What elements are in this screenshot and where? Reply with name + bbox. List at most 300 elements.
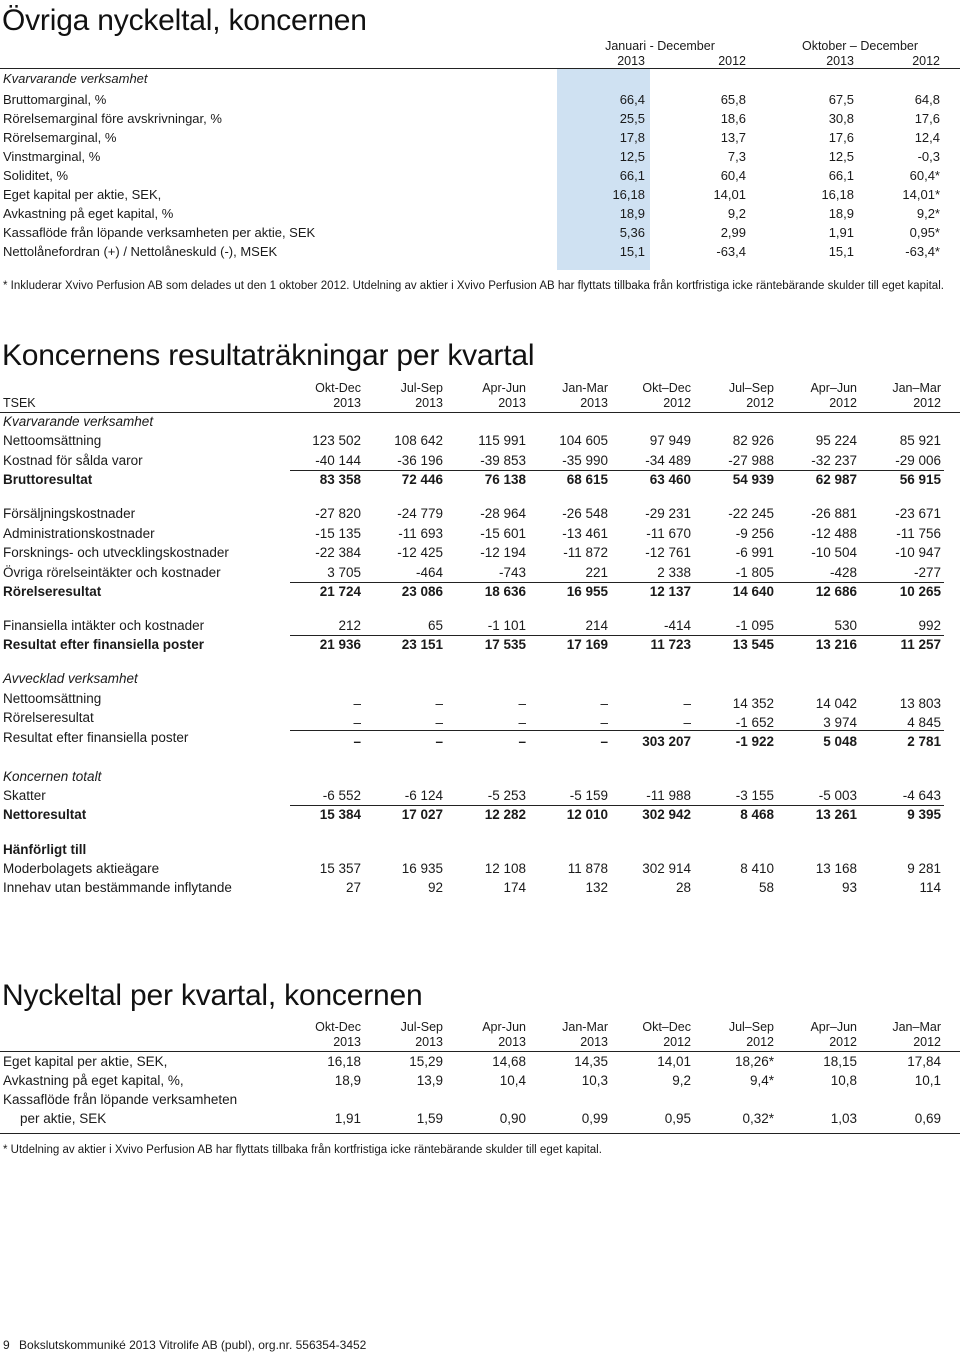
table-row [0, 1071, 960, 1091]
year-header: 2013 [333, 1035, 361, 1049]
cell: 64,8 [914, 92, 940, 107]
table-row [0, 786, 960, 806]
year-header: 2012 [912, 54, 940, 68]
year-header: 2013 [617, 54, 645, 68]
cell: – [353, 734, 361, 749]
cell: 9,4* [749, 1073, 774, 1088]
row-label: Forsknings- och utvecklingskostnader [3, 545, 229, 560]
cell: 58 [758, 880, 774, 895]
cell: 18,26* [734, 1054, 774, 1069]
year-header: 2012 [663, 396, 691, 410]
subheading-label: Kvarvarande verksamhet [3, 414, 154, 429]
table-bottom-rule [0, 1133, 960, 1134]
cell: -36 196 [397, 453, 443, 468]
footnote: * Inkluderar Xvivo Perfusion AB som delades ut den 1 oktober 2012. Utdelning av aktier i Xvivo Perfusion AB har flyttats tillbaka från kortfristiga icke räntebärande skulder till eget kapital. [3, 280, 944, 292]
period-header: Jan-Mar [562, 381, 608, 395]
cell: 13 216 [815, 637, 857, 652]
year-header: 2012 [718, 54, 746, 68]
cell: -743 [498, 565, 526, 580]
cell: -11 693 [398, 526, 443, 541]
cell: 10,1 [914, 1073, 941, 1088]
cell: -428 [829, 565, 857, 580]
cell: 12 108 [484, 861, 526, 876]
cell: 13 168 [815, 861, 857, 876]
row-label: Avkastning på eget kapital, %, [3, 1073, 184, 1088]
cell: – [600, 734, 608, 749]
cell: 18,9 [334, 1073, 361, 1088]
group-header-jan-dec: Januari - December [605, 39, 715, 53]
cell: 30,8 [828, 111, 854, 126]
row-label: Resultat efter finansiella poster [3, 637, 205, 652]
cell: 15,29 [409, 1054, 443, 1069]
cell: 60,4* [909, 168, 940, 183]
cell: 12 137 [649, 584, 691, 599]
cell: 108 642 [394, 433, 443, 448]
cell: 12 686 [815, 584, 857, 599]
cell: 12,5 [619, 149, 645, 164]
cell: -414 [663, 618, 691, 633]
cell: 95 224 [815, 433, 857, 448]
cell: 14 640 [732, 584, 774, 599]
cell: – [600, 696, 608, 711]
table-row [0, 504, 960, 524]
cell: – [683, 715, 691, 730]
period-header: Jul-Sep [400, 1020, 443, 1034]
cell: -10 504 [811, 545, 857, 560]
cell: 62 987 [815, 472, 857, 487]
year-header: 2013 [415, 396, 443, 410]
cell: -11 756 [896, 526, 941, 541]
cell: 214 [585, 618, 608, 633]
cell: 54 939 [732, 472, 774, 487]
row-label: Resultat efter finansiella poster [3, 730, 189, 745]
cell: 530 [834, 618, 857, 633]
cell: 13 261 [815, 807, 857, 822]
cell: – [353, 696, 361, 711]
cell: 11 878 [567, 861, 608, 876]
cell: 21 936 [319, 637, 361, 652]
cell: 12 010 [566, 807, 608, 822]
cell: 10,8 [830, 1073, 857, 1088]
year-header: 2012 [663, 1035, 691, 1049]
cell: -12 761 [645, 545, 691, 560]
table-row [0, 582, 960, 602]
cell: 3 705 [327, 565, 361, 580]
row-label: Kassaflöde från löpande verksamheten per aktie, SEK [3, 225, 316, 240]
cell: 11 257 [900, 637, 941, 652]
cell: 23 086 [401, 584, 443, 599]
row-label: Nettoomsättning [3, 691, 102, 706]
year-header: 2012 [829, 1035, 857, 1049]
cell: -39 853 [480, 453, 526, 468]
cell: 14,35 [574, 1054, 608, 1069]
row-label: Finansiella intäkter och kostnader [3, 618, 205, 633]
table-row [0, 635, 960, 655]
period-header: Jul-Sep [400, 381, 443, 395]
period-header: Jul–Sep [728, 381, 774, 395]
cell: -15 135 [315, 526, 361, 541]
table-row [0, 242, 960, 261]
period-header: Okt-Dec [315, 1020, 361, 1034]
cell: -28 964 [480, 506, 526, 521]
cell: 21 724 [319, 584, 361, 599]
cell: 10 265 [899, 584, 941, 599]
section2-title: Koncernens resultaträkningar per kvartal [2, 339, 535, 372]
period-header: Jul–Sep [728, 1020, 774, 1034]
cell: -1 095 [735, 618, 774, 633]
table-row [0, 543, 960, 563]
cell: 92 [427, 880, 443, 895]
cell: 115 991 [478, 433, 526, 448]
cell: 123 502 [312, 433, 361, 448]
subheading [0, 767, 960, 787]
cell: -1 101 [487, 618, 526, 633]
cell: -23 671 [895, 506, 941, 521]
period-header: Okt–Dec [642, 1020, 691, 1034]
cell: 12,5 [828, 149, 854, 164]
period-header: Apr-Jun [482, 381, 526, 395]
row-label: Försäljningskostnader [3, 506, 136, 521]
cell: 14,01 [657, 1054, 691, 1069]
period-header: Jan-Mar [562, 1020, 608, 1034]
cell: 10,3 [581, 1073, 608, 1088]
subheading [0, 412, 960, 432]
cell: 15 384 [319, 807, 361, 822]
cell: 14 042 [815, 696, 857, 711]
row-label: Övriga rörelseintäkter och kostnader [3, 565, 221, 580]
year-header: 2012 [913, 396, 941, 410]
cell: 23 151 [401, 637, 443, 652]
cell: 0,32* [742, 1111, 774, 1126]
cell: 174 [503, 880, 526, 895]
cell: 66,4 [619, 92, 645, 107]
section3-title: Nyckeltal per kvartal, koncernen [2, 979, 423, 1012]
row-label: Nettoomsättning [3, 433, 102, 448]
cell: 132 [585, 880, 608, 895]
unit-label: TSEK [3, 396, 36, 410]
cell: -34 489 [645, 453, 691, 468]
cell: 2 781 [907, 734, 941, 749]
cell: 17 535 [484, 637, 526, 652]
cell: 18 636 [484, 584, 526, 599]
subheading-label: Kvarvarande verksamhet [3, 71, 148, 86]
cell: -0,3 [917, 149, 940, 164]
cell: -32 237 [811, 453, 857, 468]
table-row [0, 147, 960, 166]
cell: -12 488 [811, 526, 857, 541]
cell: 1,91 [828, 225, 854, 240]
cell: -63,4 [716, 244, 746, 259]
cell: 7,3 [727, 149, 746, 164]
cell: -12 194 [480, 545, 526, 560]
cell: 76 138 [484, 472, 526, 487]
cell: -12 425 [397, 545, 443, 560]
year-header: 2013 [826, 54, 854, 68]
cell: 17,8 [619, 130, 645, 145]
cell: -26 548 [562, 506, 608, 521]
cell: 17,6 [914, 111, 940, 126]
cell: 14,01* [902, 187, 940, 202]
cell: 4 845 [907, 715, 941, 730]
table-row [0, 451, 960, 471]
cell: 0,69 [914, 1111, 941, 1126]
cell: 14 352 [732, 696, 774, 711]
cell: 212 [338, 618, 361, 633]
row-label-continued: per aktie, SEK [20, 1111, 107, 1126]
cell: 16,18 [821, 187, 854, 202]
cell: -10 947 [895, 545, 941, 560]
cell: 114 [919, 880, 941, 895]
table-row [0, 204, 960, 223]
table-row [0, 470, 960, 490]
subheading [0, 669, 960, 689]
row-label: Eget kapital per aktie, SEK, [3, 187, 162, 202]
table-row [0, 1052, 960, 1072]
cell: -11 872 [563, 545, 608, 560]
table-row [0, 616, 960, 636]
cell: 16,18 [327, 1054, 361, 1069]
cell: -1 652 [735, 715, 774, 730]
table-row-values [0, 732, 960, 752]
cell: 1,03 [830, 1111, 857, 1126]
cell: 13 545 [732, 637, 774, 652]
row-label: Rörelseresultat [3, 710, 94, 725]
cell: 2,99 [720, 225, 746, 240]
cell: – [353, 715, 361, 730]
cell: 221 [585, 565, 608, 580]
cell: -6 124 [404, 788, 443, 803]
cell: -15 601 [480, 526, 526, 541]
cell: – [683, 696, 691, 711]
year-header: 2012 [913, 1035, 941, 1049]
cell: 14,68 [492, 1054, 526, 1069]
cell: 13 803 [899, 696, 941, 711]
row-label: Rörelsemarginal, % [3, 130, 117, 145]
cell: -6 552 [322, 788, 361, 803]
row-label: Administrationskostnader [3, 526, 155, 541]
cell: -1 805 [735, 565, 774, 580]
cell: -5 159 [569, 788, 608, 803]
cell: 302 914 [642, 861, 691, 876]
cell: 65 [427, 618, 443, 633]
cell: 63 460 [649, 472, 691, 487]
row-label: Soliditet, % [3, 168, 69, 183]
year-header: 2013 [498, 1035, 526, 1049]
cell: – [600, 715, 608, 730]
cell: 16 935 [401, 861, 443, 876]
cell: – [518, 734, 526, 749]
cell: 8 410 [740, 861, 774, 876]
cell: – [435, 734, 443, 749]
cell: -40 144 [315, 453, 361, 468]
cell: 17 169 [566, 637, 608, 652]
subheading-label: Koncernen totalt [3, 769, 102, 784]
cell: 56 915 [899, 472, 941, 487]
cell: -35 990 [562, 453, 608, 468]
cell: 97 949 [649, 433, 691, 448]
cell: 13,9 [416, 1073, 443, 1088]
cell: -27 820 [315, 506, 361, 521]
cell: 68 615 [566, 472, 608, 487]
cell: -63,4* [905, 244, 940, 259]
cell: 12,4 [914, 130, 940, 145]
cell: 66,1 [619, 168, 645, 183]
cell: 15,1 [619, 244, 645, 259]
cell: -13 461 [562, 526, 608, 541]
row-label: Moderbolagets aktieägare [3, 861, 160, 876]
cell: 1,91 [334, 1111, 361, 1126]
cell: 66,1 [828, 168, 854, 183]
subheading [0, 69, 960, 88]
row-label: Skatter [3, 788, 46, 803]
year-header: 2013 [498, 396, 526, 410]
year-header: 2013 [580, 1035, 608, 1049]
cell: 27 [345, 880, 361, 895]
cell: – [518, 696, 526, 711]
cell: -11 670 [646, 526, 691, 541]
table-row [0, 109, 960, 128]
cell: 10,4 [499, 1073, 526, 1088]
year-header: 2013 [333, 396, 361, 410]
row-label: Eget kapital per aktie, SEK, [3, 1054, 168, 1069]
table-row [0, 524, 960, 544]
cell: -5 253 [487, 788, 526, 803]
cell: 28 [675, 880, 691, 895]
period-header: Okt–Dec [642, 381, 691, 395]
table-row [0, 1090, 960, 1110]
cell: 17 027 [401, 807, 443, 822]
footer-text: Bokslutskommuniké 2013 Vitrolife AB (publ), org.nr. 556354-3452 [19, 1338, 367, 1352]
table-row [0, 431, 960, 451]
year-header: 2012 [746, 1035, 774, 1049]
year-header: 2013 [415, 1035, 443, 1049]
cell: -24 779 [397, 506, 443, 521]
cell: -277 [913, 565, 941, 580]
cell: 18,6 [720, 111, 746, 126]
cell: 16,18 [612, 187, 645, 202]
cell: 85 921 [899, 433, 941, 448]
cell: 82 926 [732, 433, 774, 448]
cell: -27 988 [728, 453, 774, 468]
cell: -11 988 [646, 788, 691, 803]
row-label: Nettoresultat [3, 807, 87, 822]
cell: 1,59 [416, 1111, 443, 1126]
cell: – [435, 696, 443, 711]
table-row [0, 878, 960, 898]
cell: 9,2 [672, 1073, 691, 1088]
table-row [0, 185, 960, 204]
cell: 2 338 [657, 565, 691, 580]
year-header: 2012 [746, 396, 774, 410]
period-header: Jan–Mar [892, 1020, 941, 1034]
table-row [0, 166, 960, 185]
cell: -5 003 [818, 788, 857, 803]
cell: 16 955 [566, 584, 608, 599]
cell: 992 [918, 618, 941, 633]
section1-title: Övriga nyckeltal, koncernen [2, 4, 367, 37]
cell: 18,9 [619, 206, 645, 221]
subheading-label: Hänförligt till [3, 842, 87, 857]
cell: 18,15 [823, 1054, 857, 1069]
cell: 302 942 [642, 807, 691, 822]
period-header: Apr-Jun [482, 1020, 526, 1034]
period-header: Okt-Dec [315, 381, 361, 395]
row-label: Rörelseresultat [3, 584, 102, 599]
cell: -22 245 [728, 506, 774, 521]
table-row [0, 223, 960, 242]
subheading [0, 840, 960, 860]
year-header: 2012 [829, 396, 857, 410]
cell: 25,5 [619, 111, 645, 126]
row-label: Nettolånefordran (+) / Nettolåneskuld (-), MSEK [3, 244, 278, 259]
cell: -22 384 [315, 545, 361, 560]
cell: 83 358 [319, 472, 361, 487]
period-header: Jan–Mar [892, 381, 941, 395]
cell: -29 231 [645, 506, 691, 521]
cell: 65,8 [720, 92, 746, 107]
cell: 8 468 [740, 807, 774, 822]
cell: -1 922 [735, 734, 774, 749]
cell: 18,9 [828, 206, 854, 221]
cell: 9 395 [907, 807, 941, 822]
cell: 93 [841, 880, 857, 895]
cell: 13,7 [720, 130, 746, 145]
page-number: 9 [3, 1338, 10, 1352]
table-row [0, 805, 960, 825]
table-row [0, 128, 960, 147]
cell: 17,84 [907, 1054, 941, 1069]
cell: -464 [415, 565, 443, 580]
row-label: Vinstmarginal, % [3, 149, 101, 164]
cell: 0,99 [581, 1111, 608, 1126]
cell: -26 881 [811, 506, 857, 521]
cell: -3 155 [735, 788, 774, 803]
cell: 14,01 [713, 187, 746, 202]
footnote: * Utdelning av aktier i Xvivo Perfusion AB har flyttats tillbaka från kortfristiga icke räntebärande skulder till eget kapital. [3, 1144, 602, 1156]
subheading-label: Avvecklad verksamhet [3, 671, 138, 686]
cell: 60,4 [720, 168, 746, 183]
table-row [0, 563, 960, 583]
cell: 0,95 [664, 1111, 691, 1126]
table-row [0, 859, 960, 879]
row-label: Innehav utan bestämmande inflytande [3, 880, 232, 895]
cell: – [518, 715, 526, 730]
row-label: Avkastning på eget kapital, % [3, 206, 174, 221]
cell: 0,90 [499, 1111, 526, 1126]
row-label: Kostnad för sålda varor [3, 453, 143, 468]
page-footer [3, 1338, 366, 1352]
cell: 9 281 [907, 861, 941, 876]
period-header: Apr–Jun [810, 381, 857, 395]
cell: 67,5 [828, 92, 854, 107]
cell: 9,2* [916, 206, 940, 221]
cell: 3 974 [823, 715, 857, 730]
cell: 17,6 [828, 130, 854, 145]
cell: – [435, 715, 443, 730]
cell: 5,36 [619, 225, 645, 240]
row-label: Bruttoresultat [3, 472, 93, 487]
cell: 0,95* [909, 225, 940, 240]
cell: 303 207 [642, 734, 691, 749]
cell: -6 991 [735, 545, 774, 560]
cell: 9,2 [727, 206, 746, 221]
table-row [0, 90, 960, 109]
cell: 12 282 [484, 807, 526, 822]
row-label: Rörelsemarginal före avskrivningar, % [3, 111, 222, 126]
cell: 104 605 [559, 433, 608, 448]
group-header-okt-dec: Oktober – December [801, 39, 919, 53]
table-row [0, 1109, 960, 1129]
